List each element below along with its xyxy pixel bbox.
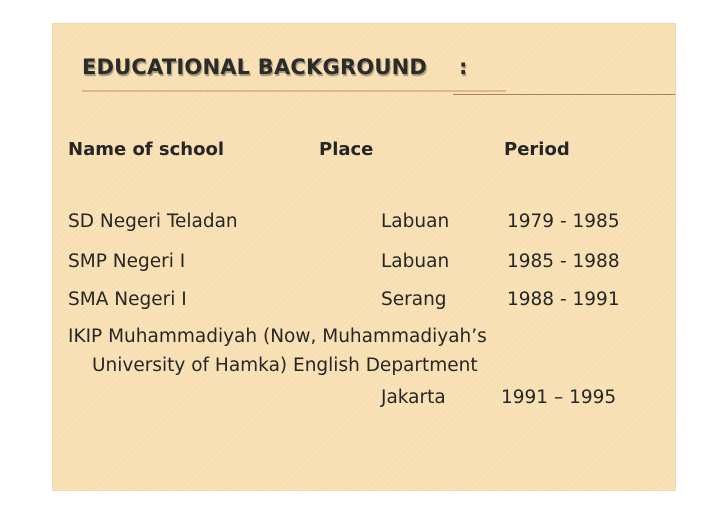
header-name-of-school: Name of school xyxy=(68,139,225,160)
row-1-school: SD Negeri Teladan xyxy=(68,211,238,232)
row-4-school-line-1: IKIP Muhammadiyah (Now, Muhammadiyah’s xyxy=(68,326,487,347)
row-4-school-line-2: University of Hamka) English Department xyxy=(92,355,478,376)
row-2-school: SMP Negeri I xyxy=(68,251,186,272)
header-place: Place xyxy=(319,139,374,160)
header-period: Period xyxy=(504,139,570,160)
row-4-place: Jakarta xyxy=(381,387,446,408)
slide xyxy=(53,24,675,490)
title-underline xyxy=(82,90,506,92)
row-1-place: Labuan xyxy=(381,211,450,232)
slide-title-colon: : xyxy=(459,55,468,79)
slide-title xyxy=(82,57,468,78)
row-2-period: 1985 - 1988 xyxy=(507,251,620,272)
row-3-place: Serang xyxy=(381,289,447,310)
slide-title-text: EDUCATIONAL BACKGROUND xyxy=(82,55,428,79)
row-1-period: 1979 - 1985 xyxy=(507,211,620,232)
row-2-place: Labuan xyxy=(381,251,450,272)
title-rule xyxy=(453,94,675,95)
row-4-period: 1991 – 1995 xyxy=(501,387,617,408)
row-3-school: SMA Negeri I xyxy=(68,289,187,310)
row-3-period: 1988 - 1991 xyxy=(507,289,620,310)
